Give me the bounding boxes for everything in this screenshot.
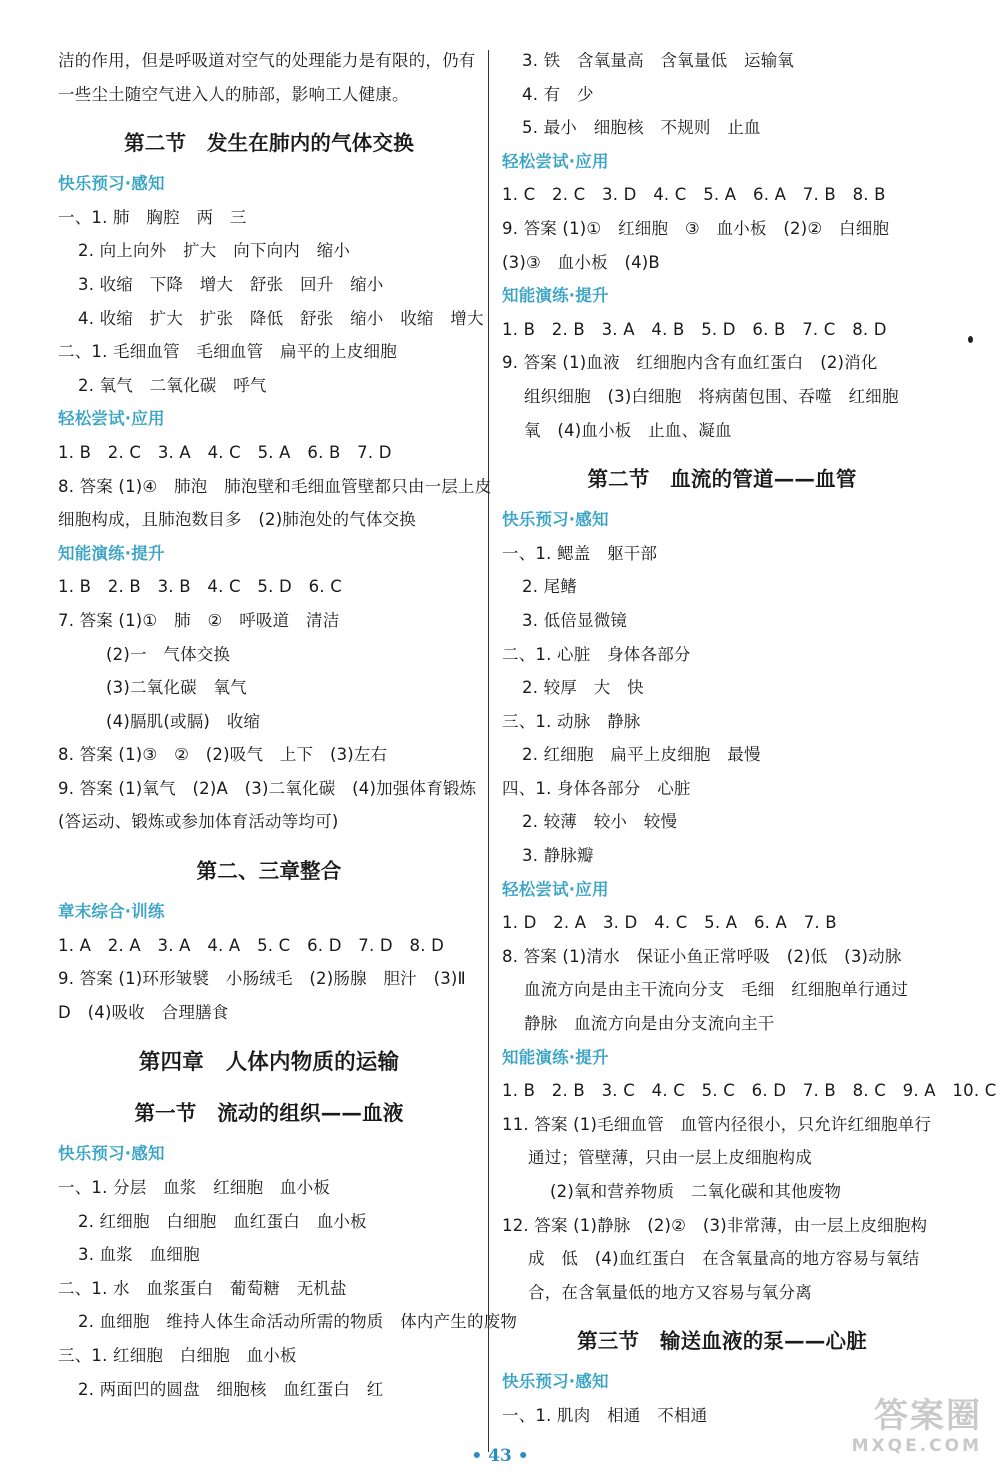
answer-line: 细胞构成，且肺泡数目多 (2)肺泡处的气体交换	[58, 510, 416, 530]
answer-line: 一、1. 肌肉 相通 不相通	[502, 1405, 708, 1425]
subsection-heading: 轻松尝试·应用	[502, 151, 609, 171]
answer-line: 1. B 2. B 3. C 4. C 5. C 6. D 7. B 8. C 9. A 10. C	[502, 1081, 997, 1101]
answer-line: 9. 答案 (1)① 红细胞 ③ 血小板 (2)② 白细胞	[502, 218, 890, 238]
subsection-heading: 快乐预习·感知	[502, 510, 609, 530]
answer-line: 合，在含氧量低的地方又容易与氧分离	[528, 1282, 812, 1302]
answer-line: 7. 答案 (1)① 肺 ② 呼吸道 清洁	[58, 610, 340, 630]
answer-line: 血流方向是由主干流向分支 毛细 红细胞单行通过	[524, 980, 909, 1000]
answer-line: 一些尘土随空气进入人的肺部，影响工人健康。	[58, 84, 409, 104]
subsection-heading: 章末综合·训练	[58, 902, 165, 922]
answer-line: 2. 氧气 二氧化碳 呼气	[78, 375, 267, 395]
column-divider	[488, 50, 489, 1452]
watermark-bottom-text: MXQE.COM	[851, 1436, 982, 1456]
chapter-title: 第四章 人体内物质的运输	[138, 1050, 400, 1076]
answer-line: D (4)吸收 合理膳食	[58, 1002, 229, 1022]
subsection-heading: 知能演练·提升	[502, 286, 609, 306]
spacer	[502, 447, 942, 455]
subsection-heading: 知能演练·提升	[502, 1047, 609, 1067]
answer-line: 8. 答案 (1)③ ② (2)吸气 上下 (3)左右	[58, 745, 388, 765]
answer-line: 通过；管壁薄，只由一层上皮细胞构成	[528, 1148, 812, 1168]
answer-line: 组织细胞 (3)白细胞 将病菌包围、吞噬 红细胞	[524, 386, 899, 406]
answer-line: 2. 较厚 大 快	[522, 678, 644, 698]
answer-line: 2. 红细胞 白细胞 血红蛋白 血小板	[78, 1211, 367, 1231]
answer-line: 一、1. 鳃盖 躯干部	[502, 543, 658, 563]
answer-line: 5. 最小 细胞核 不规则 止血	[522, 118, 761, 138]
section-title: 第二节 发生在肺内的气体交换	[124, 131, 414, 156]
answer-line: 一、1. 分层 血浆 红细胞 血小板	[58, 1178, 331, 1198]
spacer	[58, 1029, 480, 1037]
answer-line: 2. 血细胞 维持人体生命活动所需的物质 体内产生的废物	[78, 1312, 518, 1332]
section-title: 第一节 流动的组织——血液	[134, 1101, 404, 1126]
answer-line: 2. 向上向外 扩大 向下向内 缩小	[78, 241, 351, 261]
spacer	[58, 839, 480, 847]
answer-line: 1. D 2. A 3. D 4. C 5. A 6. A 7. B	[502, 913, 837, 933]
answer-line: 静脉 血流方向是由分支流向主干	[524, 1014, 775, 1034]
answer-line: 洁的作用，但是呼吸道对空气的处理能力是有限的，仍有	[58, 51, 476, 70]
subsection-heading: 知能演练·提升	[58, 543, 165, 563]
answer-line: 成 低 (4)血红蛋白 在含氧量高的地方容易与氧结	[528, 1249, 920, 1269]
subsection-heading: 轻松尝试·应用	[502, 879, 609, 899]
answer-line: 1. B 2. B 3. B 4. C 5. D 6. C	[58, 577, 342, 597]
spacer	[58, 111, 480, 119]
answer-line: 3. 静脉瓣	[522, 846, 594, 866]
answer-line: (3)二氧化碳 氧气	[106, 678, 247, 698]
answer-line: 1. B 2. B 3. A 4. B 5. D 6. B 7. C 8. D	[502, 319, 887, 339]
answer-line: 三、1. 动脉 静脉	[502, 711, 641, 731]
answer-line: 1. A 2. A 3. A 4. A 5. C 6. D 7. D 8. D	[58, 935, 444, 955]
section-title: 第二、三章整合	[196, 859, 342, 884]
answer-line: 8. 答案 (1)④ 肺泡 肺泡壁和毛细血管壁都只由一层上皮	[58, 476, 492, 496]
answer-line: 2. 红细胞 扁平上皮细胞 最慢	[522, 745, 761, 765]
answer-line: 1. B 2. C 3. A 4. C 5. A 6. B 7. D	[58, 442, 392, 462]
answer-line: 8. 答案 (1)清水 保证小鱼正常呼吸 (2)低 (3)动脉	[502, 946, 902, 966]
section-title: 第三节 输送血液的泵——心脏	[577, 1329, 867, 1354]
answer-line: 12. 答案 (1)静脉 (2)② (3)非常薄，由一层上皮细胞构	[502, 1215, 928, 1235]
answer-line: (3)③ 血小板 (4)B	[502, 252, 660, 272]
answer-line: 二、1. 毛细血管 毛细血管 扁平的上皮细胞	[58, 342, 397, 362]
left-column	[58, 44, 518, 1434]
answer-line: (答运动、锻炼或参加体育活动等均可)	[58, 812, 339, 832]
spacer	[502, 1309, 942, 1317]
answer-line: 一、1. 肺 胸腔 两 三	[58, 207, 247, 227]
answer-line: 二、1. 水 血浆蛋白 葡萄糖 无机盐	[58, 1278, 347, 1298]
answer-line: 3. 低倍显微镜	[522, 610, 628, 630]
answer-line: 3. 血浆 血细胞	[78, 1245, 200, 1265]
subsection-heading: 快乐预习·感知	[502, 1372, 609, 1392]
subsection-heading: 快乐预习·感知	[58, 174, 165, 194]
subsection-heading: 轻松尝试·应用	[58, 409, 165, 429]
answer-line: (2)一 气体交换	[106, 644, 231, 664]
watermark-top-text: 答案圈	[874, 1396, 982, 1436]
answer-line: 2. 较薄 较小 较慢	[522, 812, 678, 832]
watermark-logo	[812, 1396, 982, 1468]
page-number: • 43 •	[471, 1446, 529, 1466]
answer-line: 3. 收缩 下降 增大 舒张 回升 缩小	[78, 274, 384, 294]
answer-line: 2. 两面凹的圆盘 细胞核 血红蛋白 红	[78, 1379, 384, 1399]
speck-mark	[968, 336, 973, 343]
answer-line: (2)氧和营养物质 二氧化碳和其他废物	[550, 1182, 842, 1201]
subsection-heading: 快乐预习·感知	[58, 1144, 165, 1164]
answer-line: 11. 答案 (1)毛细血管 血管内径很小，只允许红细胞单行	[502, 1114, 932, 1134]
answer-line: 二、1. 心脏 身体各部分	[502, 644, 691, 664]
section-title: 第二节 血流的管道——血管	[587, 467, 857, 492]
answer-line: 四、1. 身体各部分 心脏	[502, 778, 691, 798]
right-column	[502, 44, 997, 1434]
answer-line: 9. 答案 (1)氧气 (2)A (3)二氧化碳 (4)加强体育锻炼	[58, 778, 477, 798]
answer-line: 9. 答案 (1)环形皱襞 小肠绒毛 (2)肠腺 胆汁 (3)Ⅱ	[58, 969, 466, 989]
answer-line: (4)膈肌(或膈) 收缩	[106, 711, 261, 731]
answer-line: 4. 收缩 扩大 扩张 降低 舒张 缩小 收缩 增大	[78, 308, 484, 328]
answer-line: 9. 答案 (1)血液 红细胞内含有血红蛋白 (2)消化	[502, 353, 878, 373]
answer-line: 4. 有 少	[522, 84, 594, 104]
answer-line: 2. 尾鳍	[522, 577, 577, 597]
answer-line: 氧 (4)血小板 止血、凝血	[524, 420, 732, 440]
answer-line: 三、1. 红细胞 白细胞 血小板	[58, 1346, 297, 1365]
answer-line: 3. 铁 含氧量高 含氧量低 运输氧	[522, 51, 795, 70]
answer-line: 1. C 2. C 3. D 4. C 5. A 6. A 7. B 8. B	[502, 185, 886, 205]
